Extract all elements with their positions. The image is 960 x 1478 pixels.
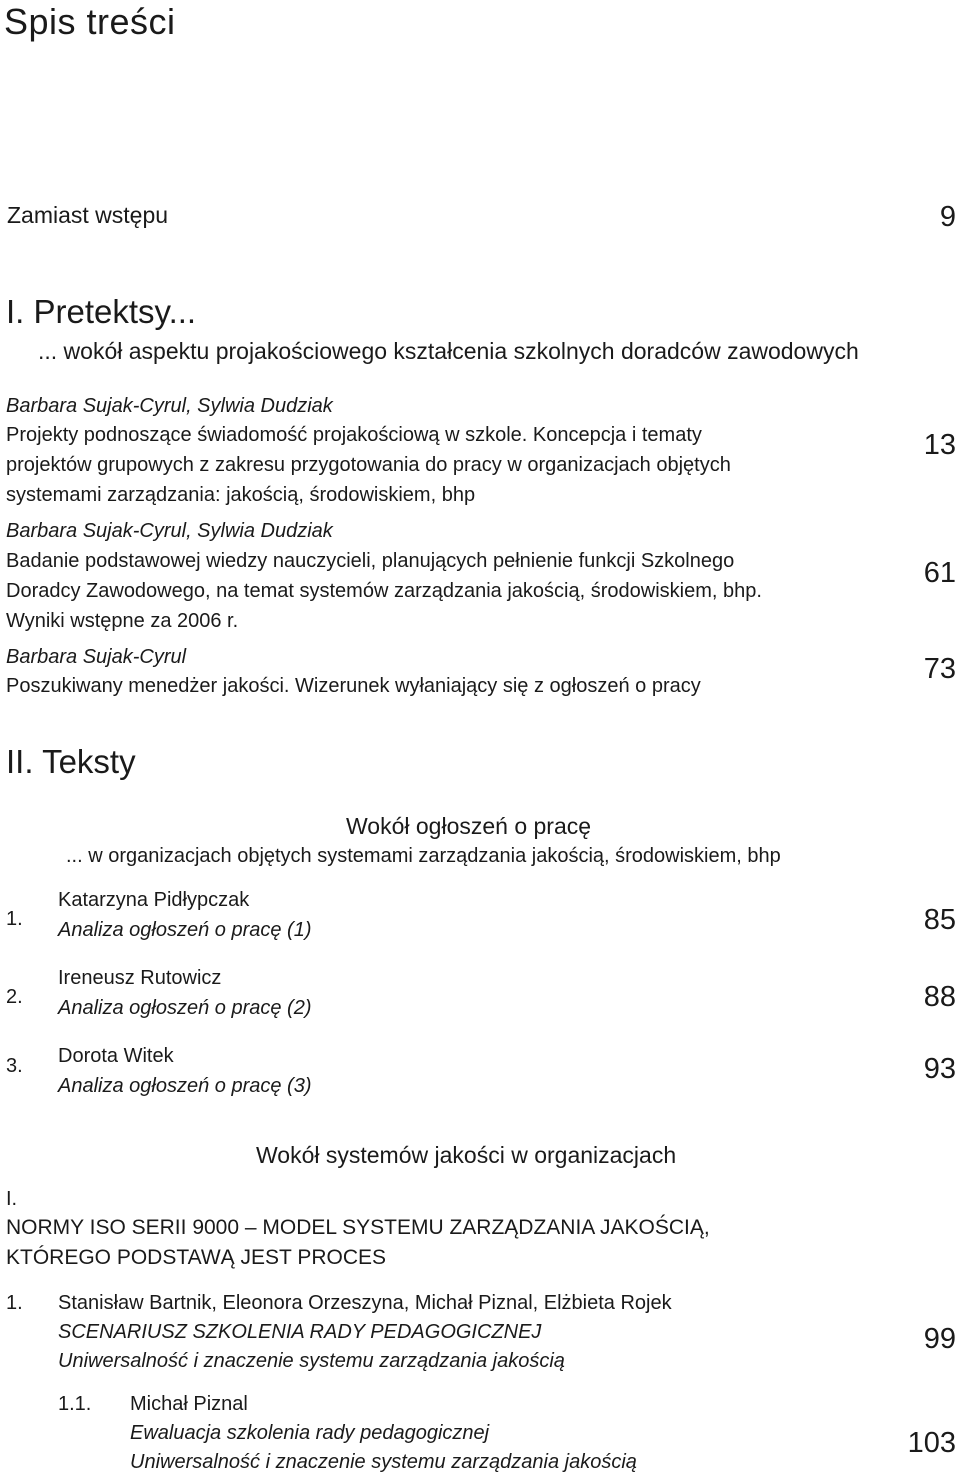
entry-title: Analiza ogłoszeń o pracę (1) bbox=[58, 919, 312, 941]
subentry-author: Michał Piznal bbox=[130, 1393, 248, 1415]
article-page: 61 bbox=[923, 557, 956, 589]
article-title-line: systemami zarządzania: jakością, środowiskiem, bhp bbox=[6, 484, 476, 506]
subentry-subtitle: Uniwersalność i znaczenie systemu zarządzania jakością bbox=[130, 1451, 637, 1473]
entry-subtitle: Uniwersalność i znaczenie systemu zarządzania jakością bbox=[58, 1350, 565, 1372]
toc-intro-label: Zamiast wstępu bbox=[7, 202, 169, 228]
article-title-line: Projekty podnoszące świadomość projakościową w szkole. Koncepcja i tematy bbox=[6, 424, 702, 446]
entry-page: 88 bbox=[923, 981, 956, 1013]
toc-intro-page: 9 bbox=[939, 201, 956, 233]
page-title: Spis treści bbox=[4, 1, 176, 42]
entry-number: 1. bbox=[6, 1292, 23, 1314]
article-title-line: Poszukiwany menedżer jakości. Wizerunek wyłaniający się z ogłoszeń o pracy bbox=[6, 675, 701, 697]
article-authors: Barbara Sujak-Cyrul bbox=[6, 646, 187, 668]
subentry-title: Ewaluacja szkolenia rady pedagogicznej bbox=[130, 1422, 490, 1444]
part1-subheading: ... wokół aspektu projakościowego kształcenia szkolnych doradców zawodowych bbox=[38, 338, 859, 364]
group2-title: Wokół systemów jakości w organizacjach bbox=[256, 1142, 677, 1168]
entry-title: Analiza ogłoszeń o pracę (3) bbox=[58, 1075, 312, 1097]
entry-title: SCENARIUSZ SZKOLENIA RADY PEDAGOGICZNEJ bbox=[58, 1321, 542, 1343]
article-title-line: Doradcy Zawodowego, na temat systemów zarządzania jakością, środowiskiem, bhp. bbox=[6, 580, 762, 602]
entry-author: Dorota Witek bbox=[58, 1045, 174, 1067]
group1-subtitle: ... w organizacjach objętych systemami zarządzania jakością, środowiskiem, bhp bbox=[66, 845, 781, 867]
section-title-line: NORMY ISO SERII 9000 – MODEL SYSTEMU ZARZĄDZANIA JAKOŚCIĄ, bbox=[6, 1216, 710, 1239]
entry-number: 1. bbox=[6, 908, 23, 930]
entry-number: 3. bbox=[6, 1055, 23, 1077]
entry-page: 85 bbox=[923, 904, 956, 936]
entry-page: 99 bbox=[923, 1323, 956, 1355]
entry-authors: Stanisław Bartnik, Eleonora Orzeszyna, Michał Piznal, Elżbieta Rojek bbox=[58, 1292, 672, 1314]
article-page: 73 bbox=[923, 653, 956, 685]
group1-title: Wokół ogłoszeń o pracę bbox=[346, 813, 592, 839]
article-title-line: Badanie podstawowej wiedzy nauczycieli, planujących pełnienie funkcji Szkolnego bbox=[6, 550, 735, 572]
part1-heading: I. Pretektsy... bbox=[6, 293, 197, 330]
subentry-page: 103 bbox=[907, 1427, 956, 1459]
article-authors: Barbara Sujak-Cyrul, Sylwia Dudziak bbox=[6, 520, 333, 542]
entry-title: Analiza ogłoszeń o pracę (2) bbox=[58, 997, 312, 1019]
entry-author: Katarzyna Pidłypczak bbox=[58, 889, 250, 911]
section-roman-number: I. bbox=[6, 1188, 18, 1210]
article-title-line: Wyniki wstępne za 2006 r. bbox=[6, 610, 239, 632]
part2-heading: II. Teksty bbox=[6, 743, 136, 780]
subentry-number: 1.1. bbox=[58, 1393, 92, 1415]
article-title-line: projektów grupowych z zakresu przygotowania do pracy w organizacjach objętych bbox=[6, 454, 731, 476]
entry-page: 93 bbox=[923, 1053, 956, 1085]
section-title-line: KTÓREGO PODSTAWĄ JEST PROCES bbox=[6, 1246, 386, 1269]
article-page: 13 bbox=[923, 429, 956, 461]
entry-author: Ireneusz Rutowicz bbox=[58, 967, 222, 989]
article-authors: Barbara Sujak-Cyrul, Sylwia Dudziak bbox=[6, 395, 333, 417]
entry-number: 2. bbox=[6, 986, 23, 1008]
